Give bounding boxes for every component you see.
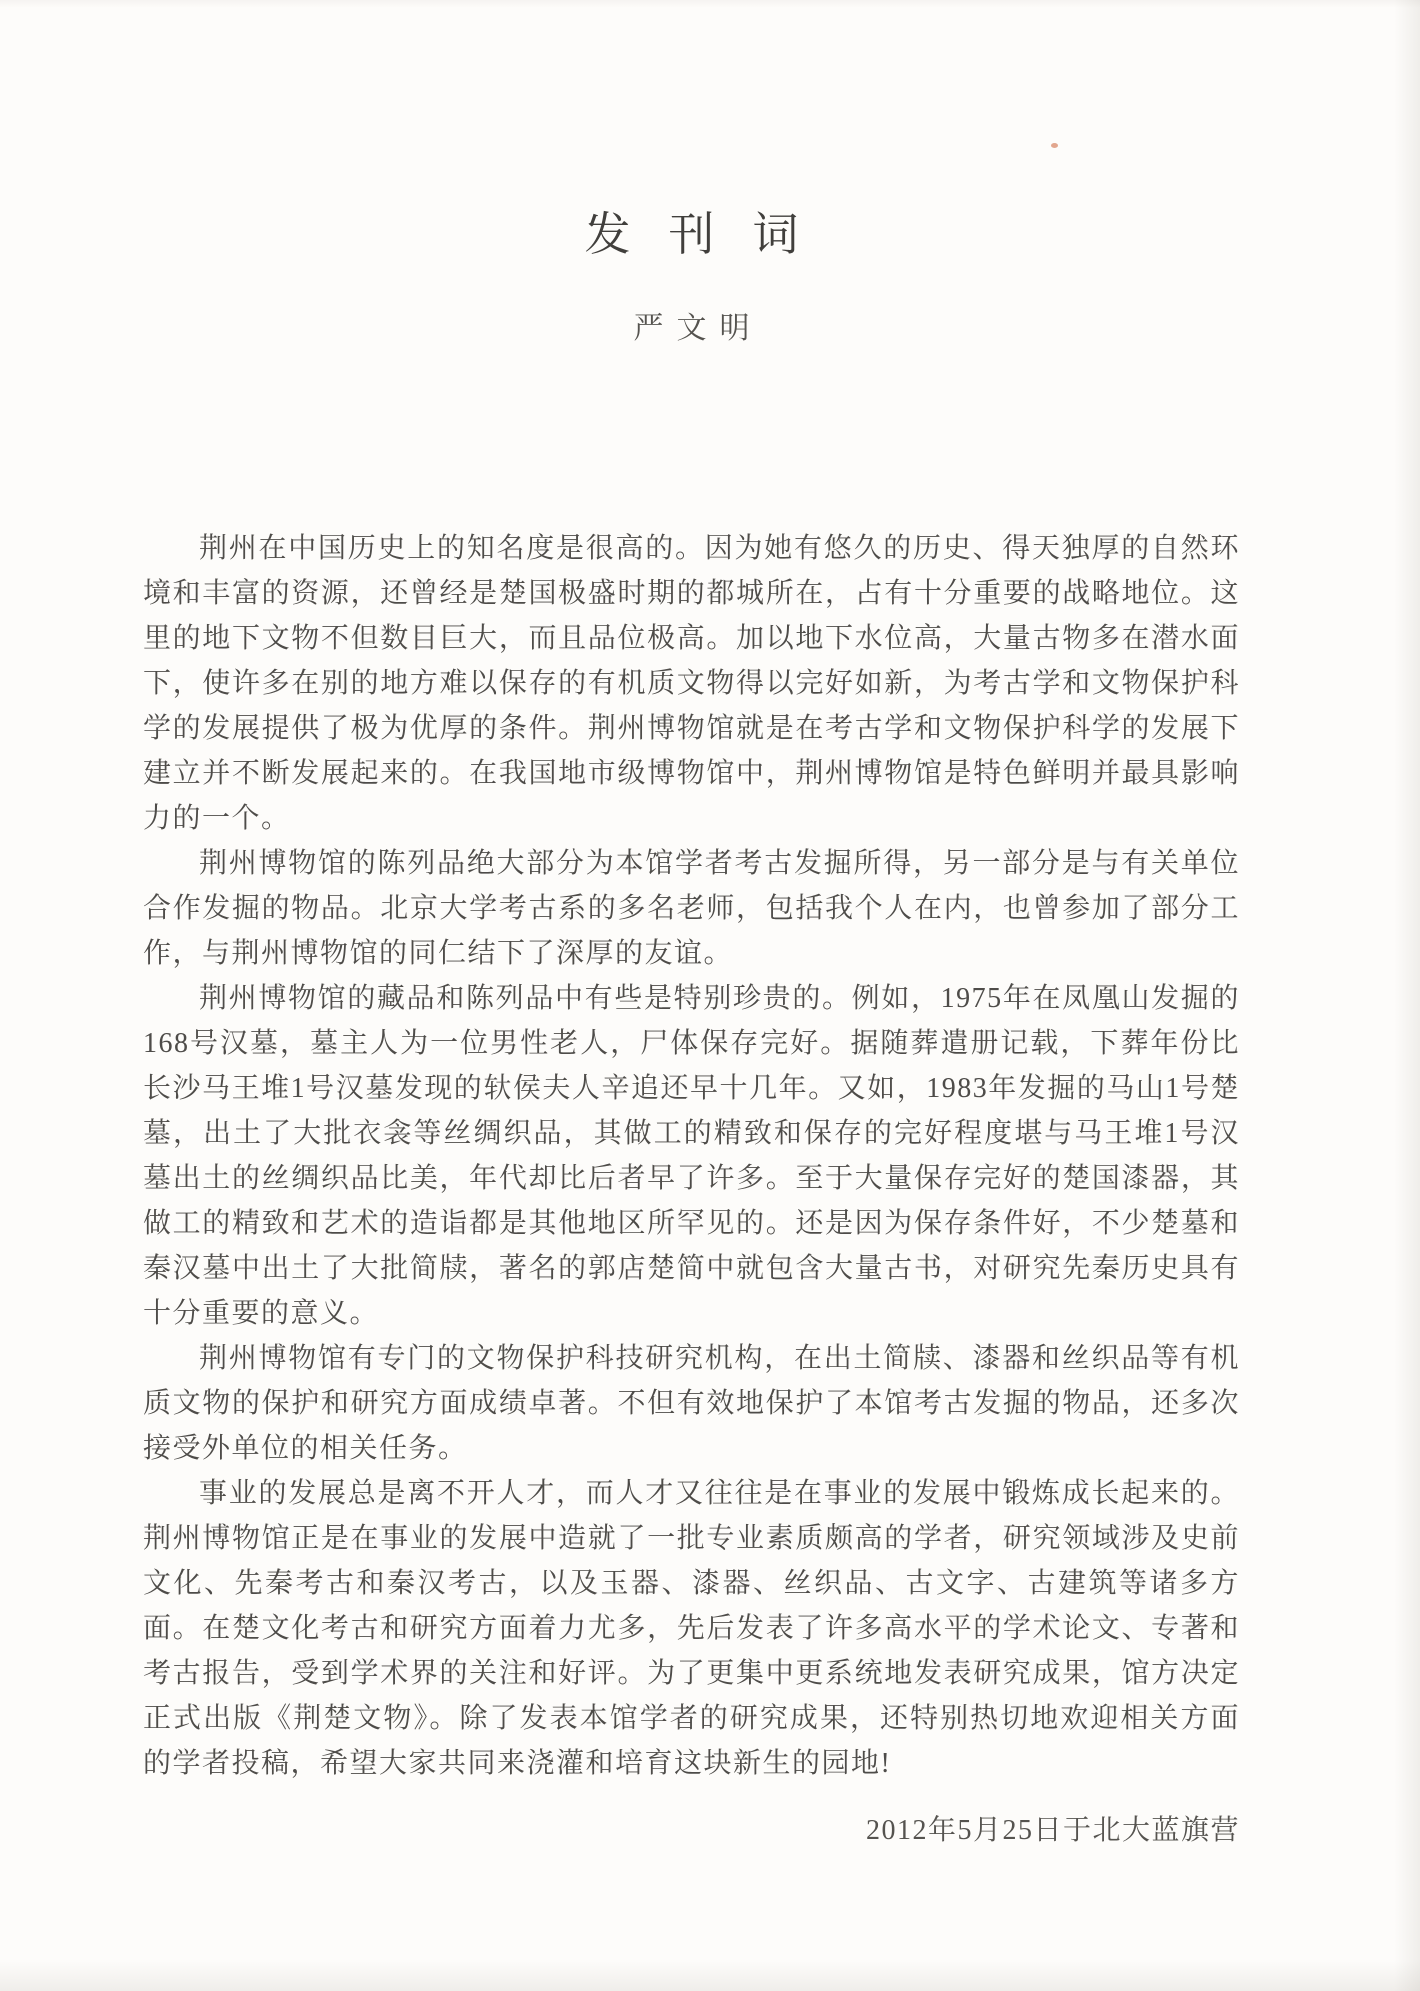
paragraph-4: 荆州博物馆有专门的文物保护科技研究机构，在出土简牍、漆器和丝织品等有机质文物的保护和研究方面成绩卓著。不但有效地保护了本馆考古发掘的物品，还多次接受外单位的相关任务。	[143, 1343, 1240, 1464]
paragraph-1: 荆州在中国历史上的知名度是很高的。因为她有悠久的历史、得天独厚的自然环境和丰富的资源，还曾经是楚国极盛时期的都城所在，占有十分重要的战略地位。这里的地下文物不但数目巨大，而且品位极高。加以地下水位高，大量古物多在潜水面下，使许多在别的地方难以保存的有机质文物得以完好如新，为考古学和文物保护科学的发展提供了极为优厚的条件。荆州博物馆就是在考古学和文物保护科学的发展下建立并不断发展起来的。在我国地市级博物馆中，荆州博物馆是特色鲜明并最具影响力的一个。	[143, 533, 1240, 834]
article-body	[143, 526, 1240, 1786]
page-title: 发刊词	[584, 209, 837, 260]
scan-edge-shadow-bottom	[0, 1961, 1420, 1991]
author-name: 严文明	[633, 312, 763, 345]
dateline: 2012年5月25日于北大蓝旗营	[865, 1815, 1240, 1846]
paragraph-2: 荆州博物馆的陈列品绝大部分为本馆学者考古发掘所得，另一部分是与有关单位合作发掘的物品。北京大学考古系的多名老师，包括我个人在内，也曾参加了部分工作，与荆州博物馆的同仁结下了深厚的友谊。	[143, 848, 1240, 969]
paragraph-3: 荆州博物馆的藏品和陈列品中有些是特别珍贵的。例如，1975年在凤凰山发掘的168号汉墓，墓主人为一位男性老人，尸体保存完好。据随葬遣册记载，下葬年份比长沙马王堆1号汉墓发现的轪侯夫人辛追还早十几年。又如，1983年发掘的马山1号楚墓，出土了大批衣衾等丝绸织品，其做工的精致和保存的完好程度堪与马王堆1号汉墓出土的丝绸织品比美，年代却比后者早了许多。至于大量保存完好的楚国漆器，其做工的精致和艺术的造诣都是其他地区所罕见的。还是因为保存条件好，不少楚墓和秦汉墓中出土了大批简牍，著名的郭店楚简中就包含大量古书，对研究先秦历史具有十分重要的意义。	[143, 983, 1240, 1329]
paragraph-5: 事业的发展总是离不开人才，而人才又往往是在事业的发展中锻炼成长起来的。荆州博物馆正是在事业的发展中造就了一批专业素质颇高的学者，研究领域涉及史前文化、先秦考古和秦汉考古，以及玉器、漆器、丝织品、古文字、古建筑等诸多方面。在楚文化考古和研究方面着力尤多，先后发表了许多高水平的学术论文、专著和考古报告，受到学术界的关注和好评。为了更集中更系统地发表研究成果，馆方决定正式出版《荆楚文物》。除了发表本馆学者的研究成果，还特别热切地欢迎相关方面的学者投稿，希望大家共同来浇灌和培育这块新生的园地!	[143, 1478, 1240, 1779]
